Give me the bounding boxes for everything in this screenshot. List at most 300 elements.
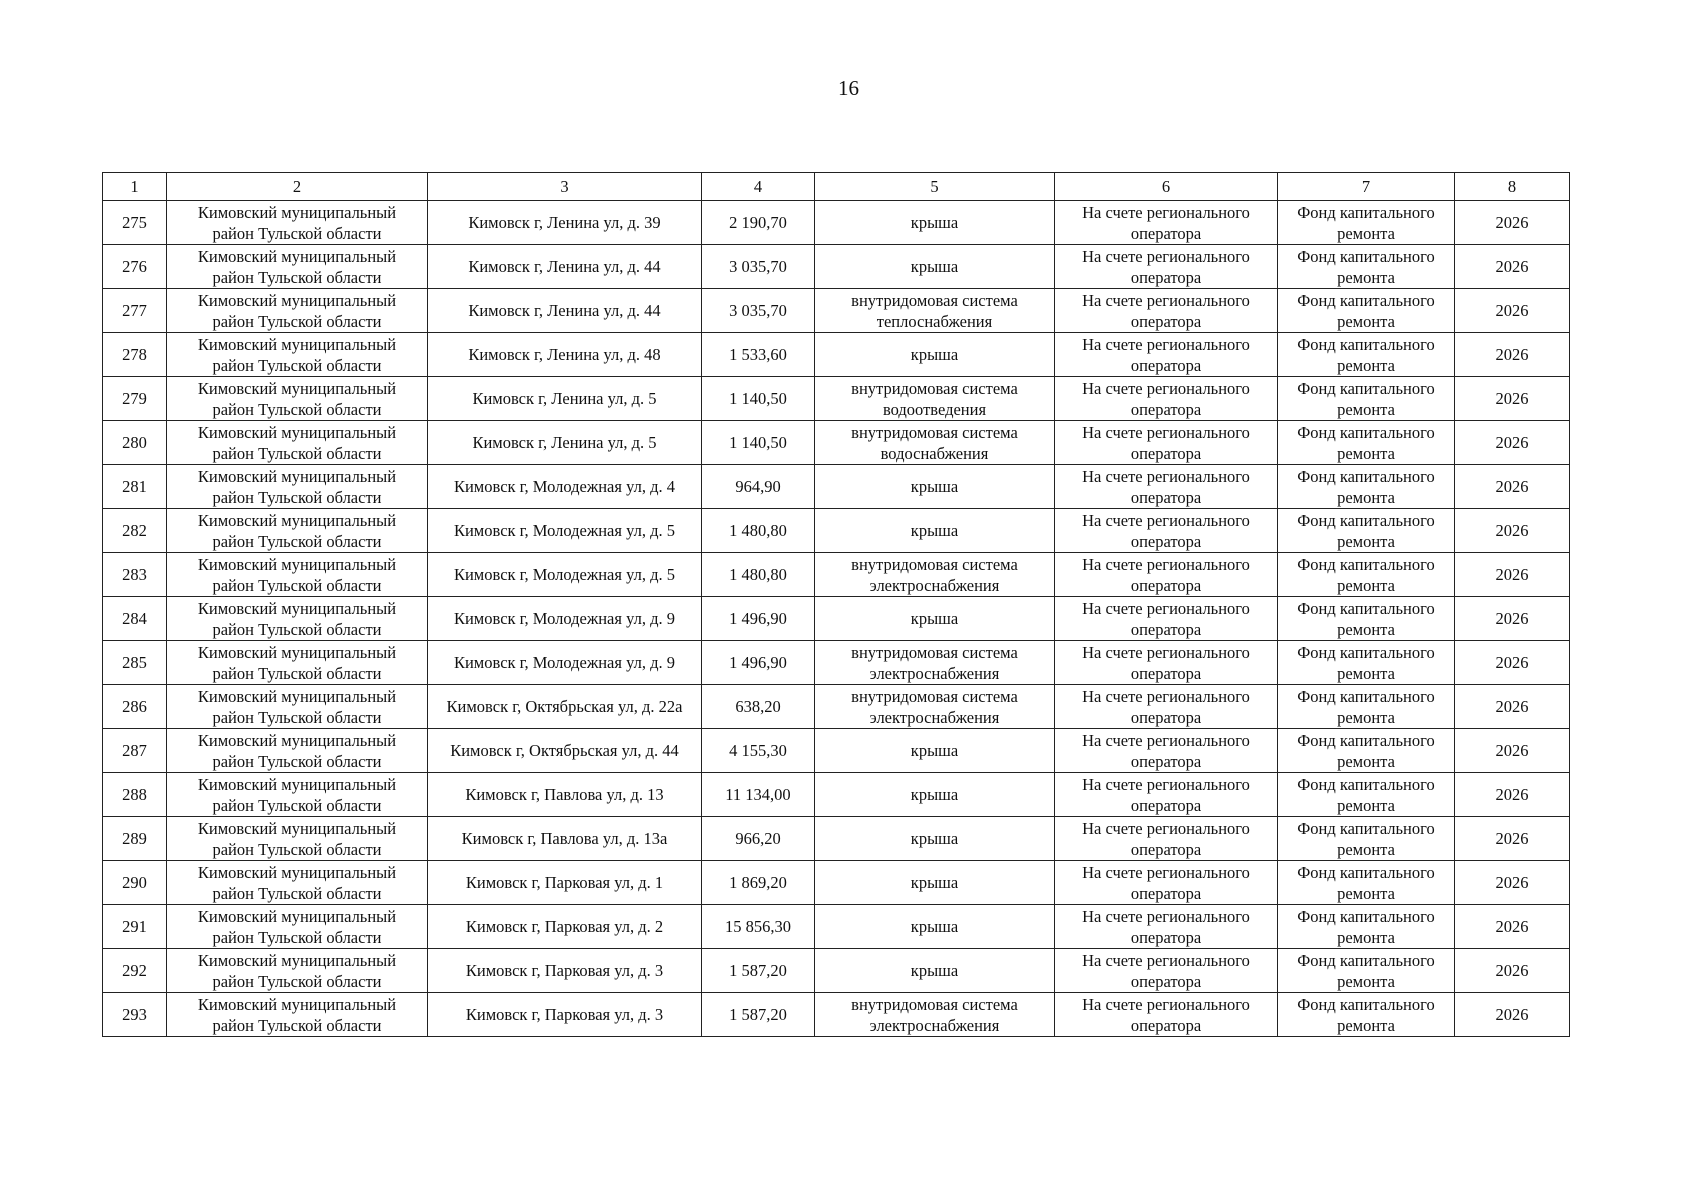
table-row: [103, 245, 1570, 289]
district-cell-line: район Тульской области: [212, 575, 382, 595]
year-cell: 2026: [1455, 289, 1570, 333]
fund-method-cell-line: На счете регионального: [1082, 510, 1250, 530]
district-cell-line: Кимовский муниципальный: [197, 862, 397, 882]
row-number-cell: 288: [103, 773, 167, 817]
funding-source-cell: [1278, 333, 1455, 377]
district-cell-line: Кимовский муниципальный: [197, 730, 397, 750]
work-type-cell: [815, 685, 1055, 729]
fund-method-cell-line: На счете регионального: [1082, 422, 1250, 442]
row-number-cell: 279: [103, 377, 167, 421]
address-cell: Кимовск г, Молодежная ул, д. 9: [428, 597, 702, 641]
row-number-cell: 275: [103, 201, 167, 245]
funding-source-cell: [1278, 861, 1455, 905]
work-type-cell: [815, 509, 1055, 553]
fund-method-cell-line: оператора: [1130, 531, 1202, 551]
year-cell: 2026: [1455, 465, 1570, 509]
row-number-cell: 280: [103, 421, 167, 465]
column-header-1: 1: [103, 173, 167, 201]
column-header-6: 6: [1055, 173, 1278, 201]
work-type-cell: [815, 905, 1055, 949]
fund-method-cell-line: На счете регионального: [1082, 202, 1250, 222]
table-row: [103, 817, 1570, 861]
fund-method-cell-line: На счете регионального: [1082, 642, 1250, 662]
fund-method-cell-line: оператора: [1130, 663, 1202, 683]
work-type-cell-line: крыша: [910, 873, 959, 892]
row-number-cell: 286: [103, 685, 167, 729]
district-cell: [167, 289, 428, 333]
work-type-cell-line: крыша: [910, 917, 959, 936]
year-cell: 2026: [1455, 685, 1570, 729]
fund-method-cell-line: На счете регионального: [1082, 862, 1250, 882]
funding-source-cell-line: Фонд капитального: [1297, 686, 1435, 706]
funding-source-cell: [1278, 773, 1455, 817]
fund-method-cell: [1055, 773, 1278, 817]
work-type-cell-line: крыша: [910, 521, 959, 540]
fund-method-cell: [1055, 509, 1278, 553]
district-cell-line: район Тульской области: [212, 223, 382, 243]
year-cell: 2026: [1455, 773, 1570, 817]
year-cell: 2026: [1455, 509, 1570, 553]
table-row: [103, 905, 1570, 949]
table-row: [103, 861, 1570, 905]
area-cell: 15 856,30: [702, 905, 815, 949]
funding-source-cell-line: ремонта: [1337, 531, 1395, 551]
table-row: [103, 553, 1570, 597]
row-number-cell: 283: [103, 553, 167, 597]
funding-source-cell-line: ремонта: [1337, 927, 1395, 947]
row-number-cell: 287: [103, 729, 167, 773]
address-cell: Кимовск г, Октябрьская ул, д. 44: [428, 729, 702, 773]
header-row: [103, 173, 1570, 201]
column-header-3: 3: [428, 173, 702, 201]
district-cell: [167, 729, 428, 773]
table-row: [103, 993, 1570, 1037]
column-header-5: 5: [815, 173, 1055, 201]
year-cell: 2026: [1455, 333, 1570, 377]
funding-source-cell-line: Фонд капитального: [1297, 202, 1435, 222]
district-cell: [167, 773, 428, 817]
district-cell-line: Кимовский муниципальный: [197, 422, 397, 442]
fund-method-cell-line: На счете регионального: [1082, 290, 1250, 310]
row-number-cell: 292: [103, 949, 167, 993]
district-cell-line: район Тульской области: [212, 751, 382, 771]
fund-method-cell: [1055, 201, 1278, 245]
district-cell: [167, 993, 428, 1037]
fund-method-cell-line: оператора: [1130, 443, 1202, 463]
fund-method-cell-line: оператора: [1130, 267, 1202, 287]
funding-source-cell: [1278, 377, 1455, 421]
column-header-2: 2: [167, 173, 428, 201]
fund-method-cell: [1055, 949, 1278, 993]
district-cell: [167, 201, 428, 245]
address-cell: Кимовск г, Молодежная ул, д. 4: [428, 465, 702, 509]
district-cell-line: район Тульской области: [212, 619, 382, 639]
district-cell-line: Кимовский муниципальный: [197, 246, 397, 266]
funding-source-cell: [1278, 201, 1455, 245]
work-type-cell-line: теплоснабжения: [876, 311, 993, 331]
year-cell: 2026: [1455, 421, 1570, 465]
address-cell: Кимовск г, Молодежная ул, д. 5: [428, 509, 702, 553]
funding-source-cell-line: Фонд капитального: [1297, 730, 1435, 750]
work-type-cell-line: крыша: [910, 741, 959, 760]
district-cell-line: район Тульской области: [212, 971, 382, 991]
area-cell: 3 035,70: [702, 245, 815, 289]
district-cell: [167, 861, 428, 905]
district-cell-line: район Тульской области: [212, 443, 382, 463]
work-type-cell: [815, 993, 1055, 1037]
area-cell: 1 587,20: [702, 993, 815, 1037]
funding-source-cell-line: Фонд капитального: [1297, 774, 1435, 794]
funding-source-cell-line: Фонд капитального: [1297, 554, 1435, 574]
fund-method-cell-line: оператора: [1130, 223, 1202, 243]
funding-source-cell-line: Фонд капитального: [1297, 290, 1435, 310]
table-row: [103, 729, 1570, 773]
table-row: [103, 641, 1570, 685]
district-cell: [167, 465, 428, 509]
district-cell: [167, 905, 428, 949]
row-number-cell: 277: [103, 289, 167, 333]
page-number: 16: [838, 76, 859, 100]
work-type-cell: [815, 465, 1055, 509]
district-cell-line: район Тульской области: [212, 927, 382, 947]
funding-source-cell-line: Фонд капитального: [1297, 862, 1435, 882]
funding-source-cell-line: Фонд капитального: [1297, 818, 1435, 838]
work-type-cell-line: электроснабжения: [869, 663, 1000, 683]
area-cell: 11 134,00: [702, 773, 815, 817]
district-cell-line: Кимовский муниципальный: [197, 950, 397, 970]
area-cell: 1 533,60: [702, 333, 815, 377]
district-cell: [167, 641, 428, 685]
fund-method-cell: [1055, 597, 1278, 641]
work-type-cell-line: водоснабжения: [880, 443, 989, 463]
table-row: [103, 421, 1570, 465]
funding-source-cell-line: ремонта: [1337, 619, 1395, 639]
district-cell: [167, 685, 428, 729]
year-cell: 2026: [1455, 729, 1570, 773]
year-cell: 2026: [1455, 949, 1570, 993]
fund-method-cell-line: На счете регионального: [1082, 994, 1250, 1014]
work-type-cell-line: внутридомовая система: [851, 290, 1018, 310]
fund-method-cell: [1055, 905, 1278, 949]
fund-method-cell-line: оператора: [1130, 311, 1202, 331]
funding-source-cell-line: ремонта: [1337, 1015, 1395, 1035]
district-cell: [167, 421, 428, 465]
funding-source-cell: [1278, 993, 1455, 1037]
district-cell-line: район Тульской области: [212, 399, 382, 419]
year-cell: 2026: [1455, 377, 1570, 421]
funding-source-cell-line: ремонта: [1337, 839, 1395, 859]
fund-method-cell-line: На счете регионального: [1082, 730, 1250, 750]
district-cell-line: Кимовский муниципальный: [197, 906, 397, 926]
funding-source-cell: [1278, 421, 1455, 465]
district-cell-line: Кимовский муниципальный: [197, 774, 397, 794]
fund-method-cell-line: На счете регионального: [1082, 466, 1250, 486]
row-number-cell: 293: [103, 993, 167, 1037]
table-row: [103, 465, 1570, 509]
work-type-cell: [815, 333, 1055, 377]
fund-method-cell: [1055, 333, 1278, 377]
funding-source-cell-line: ремонта: [1337, 443, 1395, 463]
work-type-cell: [815, 729, 1055, 773]
fund-method-cell: [1055, 245, 1278, 289]
district-cell-line: Кимовский муниципальный: [197, 686, 397, 706]
area-cell: 3 035,70: [702, 289, 815, 333]
work-type-cell-line: электроснабжения: [869, 707, 1000, 727]
fund-method-cell-line: На счете регионального: [1082, 378, 1250, 398]
year-cell: 2026: [1455, 905, 1570, 949]
table-row: [103, 333, 1570, 377]
fund-method-cell: [1055, 421, 1278, 465]
work-type-cell-line: крыша: [910, 829, 959, 848]
fund-method-cell-line: оператора: [1130, 883, 1202, 903]
funding-source-cell: [1278, 685, 1455, 729]
address-cell: Кимовск г, Октябрьская ул, д. 22а: [428, 685, 702, 729]
fund-method-cell-line: оператора: [1130, 971, 1202, 991]
district-cell: [167, 817, 428, 861]
address-cell: Кимовск г, Ленина ул, д. 48: [428, 333, 702, 377]
funding-source-cell: [1278, 289, 1455, 333]
work-type-cell-line: крыша: [910, 609, 959, 628]
table-row: [103, 289, 1570, 333]
table-row: [103, 509, 1570, 553]
table-row: [103, 201, 1570, 245]
district-cell-line: район Тульской области: [212, 267, 382, 287]
district-cell-line: Кимовский муниципальный: [197, 290, 397, 310]
district-cell-line: Кимовский муниципальный: [197, 994, 397, 1014]
district-cell: [167, 509, 428, 553]
funding-source-cell-line: Фонд капитального: [1297, 642, 1435, 662]
funding-source-cell: [1278, 905, 1455, 949]
row-number-cell: 284: [103, 597, 167, 641]
work-type-cell-line: внутридомовая система: [851, 994, 1018, 1014]
funding-source-cell-line: Фонд капитального: [1297, 466, 1435, 486]
fund-method-cell: [1055, 641, 1278, 685]
area-cell: 1 480,80: [702, 509, 815, 553]
address-cell: Кимовск г, Ленина ул, д. 44: [428, 245, 702, 289]
fund-method-cell-line: На счете регионального: [1082, 906, 1250, 926]
year-cell: 2026: [1455, 553, 1570, 597]
fund-method-cell-line: оператора: [1130, 751, 1202, 771]
fund-method-cell-line: оператора: [1130, 487, 1202, 507]
district-cell-line: Кимовский муниципальный: [197, 642, 397, 662]
row-number-cell: 278: [103, 333, 167, 377]
fund-method-cell-line: На счете регионального: [1082, 246, 1250, 266]
address-cell: Кимовск г, Ленина ул, д. 5: [428, 421, 702, 465]
year-cell: 2026: [1455, 993, 1570, 1037]
fund-method-cell: [1055, 685, 1278, 729]
funding-source-cell-line: Фонд капитального: [1297, 246, 1435, 266]
area-cell: 1 140,50: [702, 421, 815, 465]
fund-method-cell-line: оператора: [1130, 399, 1202, 419]
address-cell: Кимовск г, Молодежная ул, д. 9: [428, 641, 702, 685]
row-number-cell: 290: [103, 861, 167, 905]
work-type-cell-line: внутридомовая система: [851, 642, 1018, 662]
year-cell: 2026: [1455, 201, 1570, 245]
funding-source-cell-line: ремонта: [1337, 663, 1395, 683]
fund-method-cell: [1055, 465, 1278, 509]
year-cell: 2026: [1455, 641, 1570, 685]
fund-method-cell-line: оператора: [1130, 575, 1202, 595]
repair-schedule-table: [102, 172, 1570, 1037]
work-type-cell: [815, 553, 1055, 597]
fund-method-cell: [1055, 861, 1278, 905]
address-cell: Кимовск г, Ленина ул, д. 44: [428, 289, 702, 333]
funding-source-cell: [1278, 817, 1455, 861]
work-type-cell-line: внутридомовая система: [851, 378, 1018, 398]
district-cell-line: Кимовский муниципальный: [197, 510, 397, 530]
district-cell-line: Кимовский муниципальный: [197, 202, 397, 222]
funding-source-cell-line: ремонта: [1337, 971, 1395, 991]
address-cell: Кимовск г, Ленина ул, д. 5: [428, 377, 702, 421]
fund-method-cell-line: оператора: [1130, 619, 1202, 639]
district-cell-line: район Тульской области: [212, 795, 382, 815]
funding-source-cell-line: Фонд капитального: [1297, 510, 1435, 530]
work-type-cell: [815, 773, 1055, 817]
work-type-cell-line: крыша: [910, 345, 959, 364]
district-cell: [167, 949, 428, 993]
area-cell: 1 496,90: [702, 641, 815, 685]
fund-method-cell: [1055, 553, 1278, 597]
work-type-cell-line: крыша: [910, 961, 959, 980]
funding-source-cell: [1278, 553, 1455, 597]
district-cell-line: район Тульской области: [212, 1015, 382, 1035]
work-type-cell: [815, 641, 1055, 685]
work-type-cell-line: внутридомовая система: [851, 554, 1018, 574]
fund-method-cell-line: На счете регионального: [1082, 818, 1250, 838]
column-header-8: 8: [1455, 173, 1570, 201]
fund-method-cell-line: На счете регионального: [1082, 950, 1250, 970]
funding-source-cell-line: Фонд капитального: [1297, 378, 1435, 398]
area-cell: 638,20: [702, 685, 815, 729]
work-type-cell: [815, 597, 1055, 641]
area-cell: 964,90: [702, 465, 815, 509]
column-header-4: 4: [702, 173, 815, 201]
district-cell: [167, 597, 428, 641]
funding-source-cell: [1278, 597, 1455, 641]
district-cell: [167, 333, 428, 377]
work-type-cell: [815, 861, 1055, 905]
funding-source-cell: [1278, 509, 1455, 553]
work-type-cell-line: крыша: [910, 213, 959, 232]
district-cell-line: район Тульской области: [212, 707, 382, 727]
work-type-cell: [815, 421, 1055, 465]
work-type-cell: [815, 377, 1055, 421]
row-number-cell: 285: [103, 641, 167, 685]
area-cell: 2 190,70: [702, 201, 815, 245]
funding-source-cell-line: Фонд капитального: [1297, 422, 1435, 442]
work-type-cell: [815, 201, 1055, 245]
district-cell-line: район Тульской области: [212, 663, 382, 683]
fund-method-cell-line: На счете регионального: [1082, 598, 1250, 618]
work-type-cell-line: водоотведения: [882, 399, 987, 419]
district-cell-line: район Тульской области: [212, 355, 382, 375]
address-cell: Кимовск г, Парковая ул, д. 2: [428, 905, 702, 949]
district-cell: [167, 245, 428, 289]
funding-source-cell-line: ремонта: [1337, 355, 1395, 375]
year-cell: 2026: [1455, 245, 1570, 289]
work-type-cell: [815, 245, 1055, 289]
funding-source-cell-line: ремонта: [1337, 487, 1395, 507]
table-row: [103, 377, 1570, 421]
fund-method-cell-line: оператора: [1130, 355, 1202, 375]
column-header-7: 7: [1278, 173, 1455, 201]
district-cell: [167, 553, 428, 597]
fund-method-cell-line: На счете регионального: [1082, 554, 1250, 574]
district-cell-line: Кимовский муниципальный: [197, 378, 397, 398]
funding-source-cell-line: ремонта: [1337, 267, 1395, 287]
funding-source-cell-line: ремонта: [1337, 311, 1395, 331]
year-cell: 2026: [1455, 861, 1570, 905]
area-cell: 1 869,20: [702, 861, 815, 905]
table-row: [103, 685, 1570, 729]
year-cell: 2026: [1455, 817, 1570, 861]
fund-method-cell: [1055, 289, 1278, 333]
row-number-cell: 282: [103, 509, 167, 553]
funding-source-cell-line: ремонта: [1337, 707, 1395, 727]
work-type-cell-line: крыша: [910, 785, 959, 804]
row-number-cell: 289: [103, 817, 167, 861]
fund-method-cell-line: оператора: [1130, 839, 1202, 859]
work-type-cell: [815, 949, 1055, 993]
area-cell: 1 587,20: [702, 949, 815, 993]
fund-method-cell: [1055, 377, 1278, 421]
fund-method-cell: [1055, 817, 1278, 861]
address-cell: Кимовск г, Павлова ул, д. 13: [428, 773, 702, 817]
district-cell-line: район Тульской области: [212, 311, 382, 331]
fund-method-cell-line: оператора: [1130, 927, 1202, 947]
address-cell: Кимовск г, Парковая ул, д. 3: [428, 993, 702, 1037]
address-cell: Кимовск г, Молодежная ул, д. 5: [428, 553, 702, 597]
row-number-cell: 276: [103, 245, 167, 289]
funding-source-cell-line: Фонд капитального: [1297, 994, 1435, 1014]
funding-source-cell-line: ремонта: [1337, 795, 1395, 815]
funding-source-cell-line: Фонд капитального: [1297, 906, 1435, 926]
district-cell-line: Кимовский муниципальный: [197, 554, 397, 574]
row-number-cell: 281: [103, 465, 167, 509]
table-row: [103, 597, 1570, 641]
area-cell: 966,20: [702, 817, 815, 861]
funding-source-cell: [1278, 949, 1455, 993]
address-cell: Кимовск г, Павлова ул, д. 13а: [428, 817, 702, 861]
funding-source-cell-line: ремонта: [1337, 223, 1395, 243]
table-row: [103, 773, 1570, 817]
district-cell-line: Кимовский муниципальный: [197, 818, 397, 838]
district-cell: [167, 377, 428, 421]
district-cell-line: Кимовский муниципальный: [197, 334, 397, 354]
funding-source-cell-line: Фонд капитального: [1297, 598, 1435, 618]
work-type-cell-line: внутридомовая система: [851, 422, 1018, 442]
table-row: [103, 949, 1570, 993]
table-header: [103, 173, 1570, 201]
funding-source-cell-line: ремонта: [1337, 883, 1395, 903]
address-cell: Кимовск г, Ленина ул, д. 39: [428, 201, 702, 245]
area-cell: 1 480,80: [702, 553, 815, 597]
district-cell-line: район Тульской области: [212, 531, 382, 551]
fund-method-cell-line: На счете регионального: [1082, 686, 1250, 706]
fund-method-cell-line: оператора: [1130, 795, 1202, 815]
district-cell-line: район Тульской области: [212, 487, 382, 507]
district-cell-line: Кимовский муниципальный: [197, 598, 397, 618]
table-body: [103, 201, 1570, 1037]
work-type-cell: [815, 817, 1055, 861]
work-type-cell: [815, 289, 1055, 333]
funding-source-cell-line: ремонта: [1337, 751, 1395, 771]
district-cell-line: район Тульской области: [212, 839, 382, 859]
area-cell: 1 496,90: [702, 597, 815, 641]
funding-source-cell-line: ремонта: [1337, 399, 1395, 419]
funding-source-cell: [1278, 641, 1455, 685]
fund-method-cell-line: На счете регионального: [1082, 334, 1250, 354]
